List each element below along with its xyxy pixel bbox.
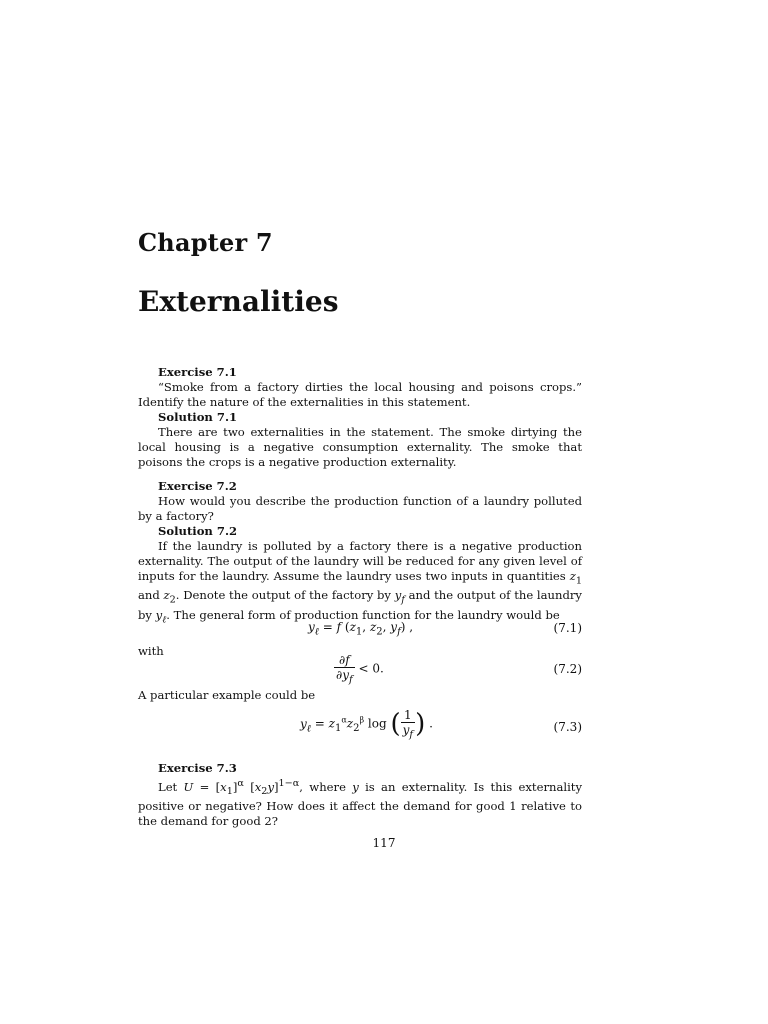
exercise-heading: Exercise 7.1 — [158, 365, 237, 379]
exercise-7-2 — [138, 479, 582, 627]
equation-number: (7.2) — [553, 662, 582, 676]
exercise-heading: Exercise 7.3 — [158, 761, 237, 775]
solution-heading: Solution 7.2 — [158, 524, 238, 538]
equation-number: (7.3) — [553, 720, 582, 734]
example-label: A particular example could be — [138, 688, 316, 702]
exercise-text: Let $U = [x_1]^\alpha$ $[x_2y]^{1-\alpha}$, where y is an externality. Is this externality positive or negative? How does it affect the demand for good 1 relative to the demand for good 2? — [138, 778, 582, 829]
equation-7-1: $y_\ell = f$ ($z_1$, $z_2$, $y_f$) , — [308, 620, 414, 638]
exercise-7-3 — [138, 761, 582, 829]
page-number: 117 — [372, 836, 396, 850]
exercise-text: “Smoke from a factory dirties the local housing and poisons crops.” Identify the nature of the externalities in this statement. — [138, 380, 582, 409]
chapter-title: Externalities — [138, 285, 339, 318]
equation-7-2: $\frac{\partial f}{\partial y_f}$ < 0. — [336, 653, 384, 686]
chapter-label: Chapter 7 — [138, 228, 273, 257]
exercise-text: How would you describe the production function of a laundry polluted by a factory? — [138, 494, 582, 523]
with-label: with — [138, 644, 164, 658]
equation-7-3: $y_\ell = z_1^\alpha z_2^\beta$ log ( $\frac{1}{y_f}$ ) . — [300, 708, 433, 741]
solution-heading: Solution 7.1 — [158, 410, 238, 424]
exercise-7-1 — [138, 365, 582, 470]
equation-number: (7.1) — [553, 621, 582, 635]
solution-text: If the laundry is polluted by a factory there is a negative production externality. The output of the laundry will be reduced for any given level of inputs for the laundry. Assume the laundry uses two inputs in quantities $z_1$ and $z_2$. Denote the output of the factory by $y_f$ and the output of the laundry by $y_\ell$. The general form of production function for the laundry would be — [138, 539, 582, 625]
exercise-heading: Exercise 7.2 — [158, 479, 237, 493]
solution-text: There are two externalities in the statement. The smoke dirtying the local housing is a negative consumption externality. The smoke that poisons the crops is a negative production externality. — [138, 425, 582, 469]
